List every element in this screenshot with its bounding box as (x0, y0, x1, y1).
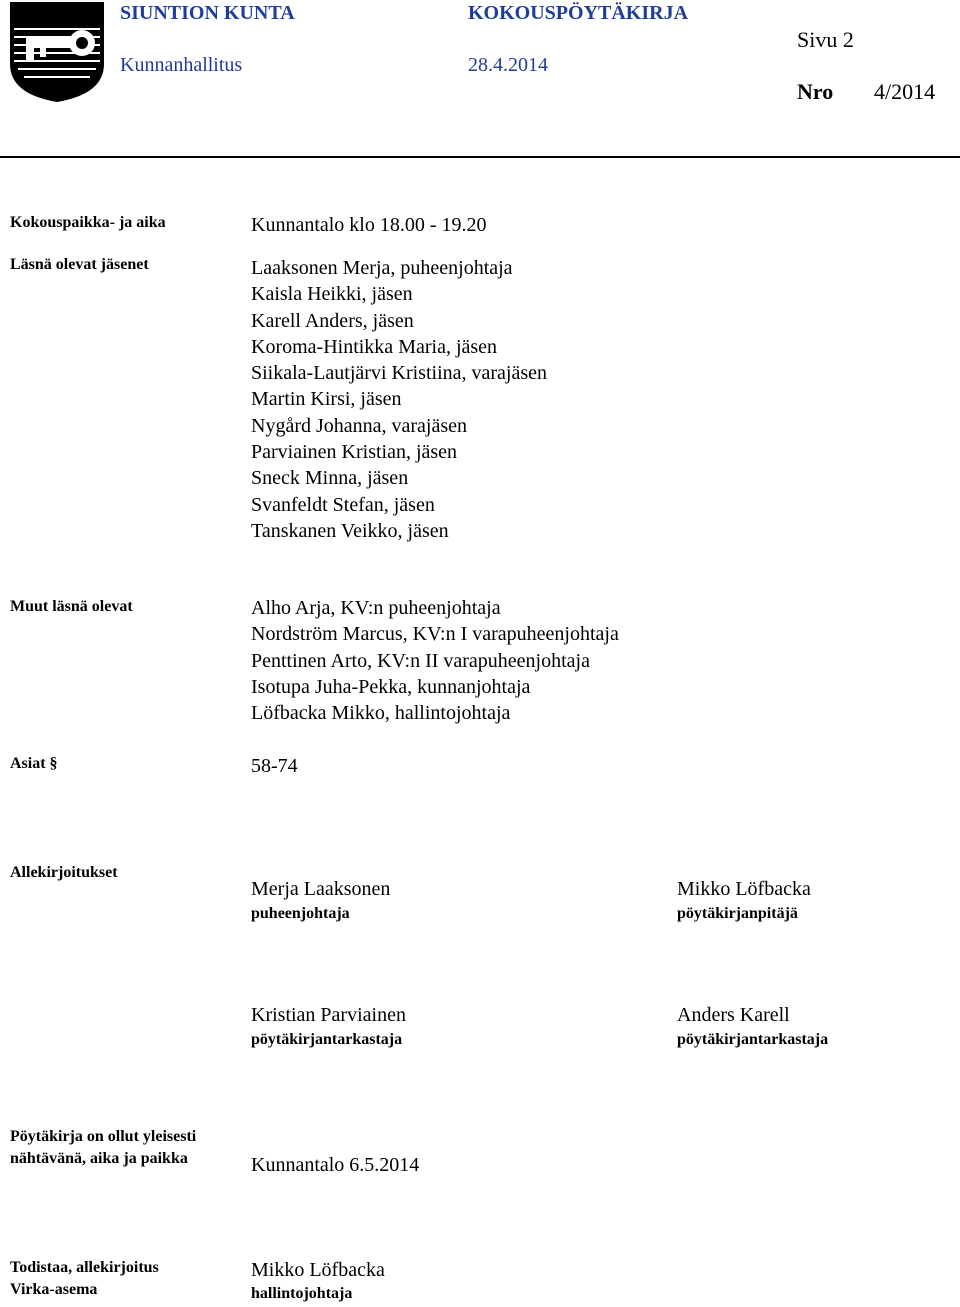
header-divider (0, 156, 960, 158)
list-item: Karell Anders, jäsen (251, 309, 414, 332)
chair-role: puheenjohtaja (251, 905, 350, 922)
document-type: KOKOUSPÖYTÄKIRJA (468, 2, 689, 24)
list-item: Isotupa Juha-Pekka, kunnanjohtaja (251, 675, 531, 698)
signatures-label: Allekirjoitukset (10, 864, 118, 881)
list-item: Nygård Johanna, varajäsen (251, 414, 468, 437)
list-item: Tanskanen Veikko, jäsen (251, 519, 449, 542)
checker2-role: pöytäkirjantarkastaja (677, 1031, 829, 1048)
checker1-name: Kristian Parviainen (251, 1004, 406, 1026)
list-item: Kaisla Heikki, jäsen (251, 283, 413, 306)
list-item: Svanfeldt Stefan, jäsen (251, 493, 435, 516)
certifier-role: hallintojohtaja (251, 1285, 353, 1302)
items-range: 58-74 (251, 755, 298, 777)
list-item: Laaksonen Merja, puheenjohtaja (251, 257, 513, 279)
members-label: Läsnä olevat jäsenet (10, 256, 149, 273)
list-item: Martin Kirsi, jäsen (251, 388, 402, 411)
page-number: Sivu 2 (797, 27, 854, 52)
number-label: Nro (797, 79, 834, 104)
list-item: Parviainen Kristian, jäsen (251, 441, 458, 464)
public-view-label-line1: Pöytäkirja on ollut yleisesti (10, 1128, 197, 1145)
list-item: Nordström Marcus, KV:n I varapuheenjohtaja (251, 623, 619, 646)
items-label: Asiat § (10, 755, 58, 772)
others-label: Muut läsnä olevat (10, 598, 133, 615)
governing-body: Kunnanhallitus (120, 54, 243, 76)
members-list (251, 255, 547, 544)
secretary-name: Mikko Löfbacka (677, 878, 811, 900)
list-item: Löfbacka Mikko, hallintojohtaja (251, 702, 511, 725)
certification-label-line2: Virka-asema (10, 1281, 98, 1298)
certifier-name: Mikko Löfbacka (251, 1259, 385, 1281)
list-item: Alho Arja, KV:n puheenjohtaja (251, 597, 501, 619)
list-item: Koroma-Hintikka Maria, jäsen (251, 335, 498, 358)
public-view-value: Kunnantalo 6.5.2014 (251, 1154, 420, 1176)
others-list (251, 595, 619, 726)
chair-name: Merja Laaksonen (251, 878, 391, 900)
secretary-role: pöytäkirjanpitäjä (677, 905, 798, 922)
certification-label-line1: Todistaa, allekirjoitus (10, 1259, 159, 1276)
meeting-date: 28.4.2014 (468, 54, 548, 76)
list-item: Penttinen Arto, KV:n II varapuheenjohtaja (251, 649, 590, 672)
list-item: Sneck Minna, jäsen (251, 467, 409, 490)
checker1-role: pöytäkirjantarkastaja (251, 1031, 403, 1048)
checker2-name: Anders Karell (677, 1004, 790, 1026)
municipality-name: SIUNTION KUNTA (120, 2, 295, 24)
list-item: Siikala-Lautjärvi Kristiina, varajäsen (251, 362, 548, 385)
meeting-place-label: Kokouspaikka- ja aika (10, 214, 166, 231)
municipality-crest-icon (10, 2, 104, 102)
public-view-label-line2: nähtävänä, aika ja paikka (10, 1150, 188, 1167)
number-value: 4/2014 (874, 79, 936, 104)
meeting-place-value: Kunnantalo klo 18.00 - 19.20 (251, 214, 487, 236)
